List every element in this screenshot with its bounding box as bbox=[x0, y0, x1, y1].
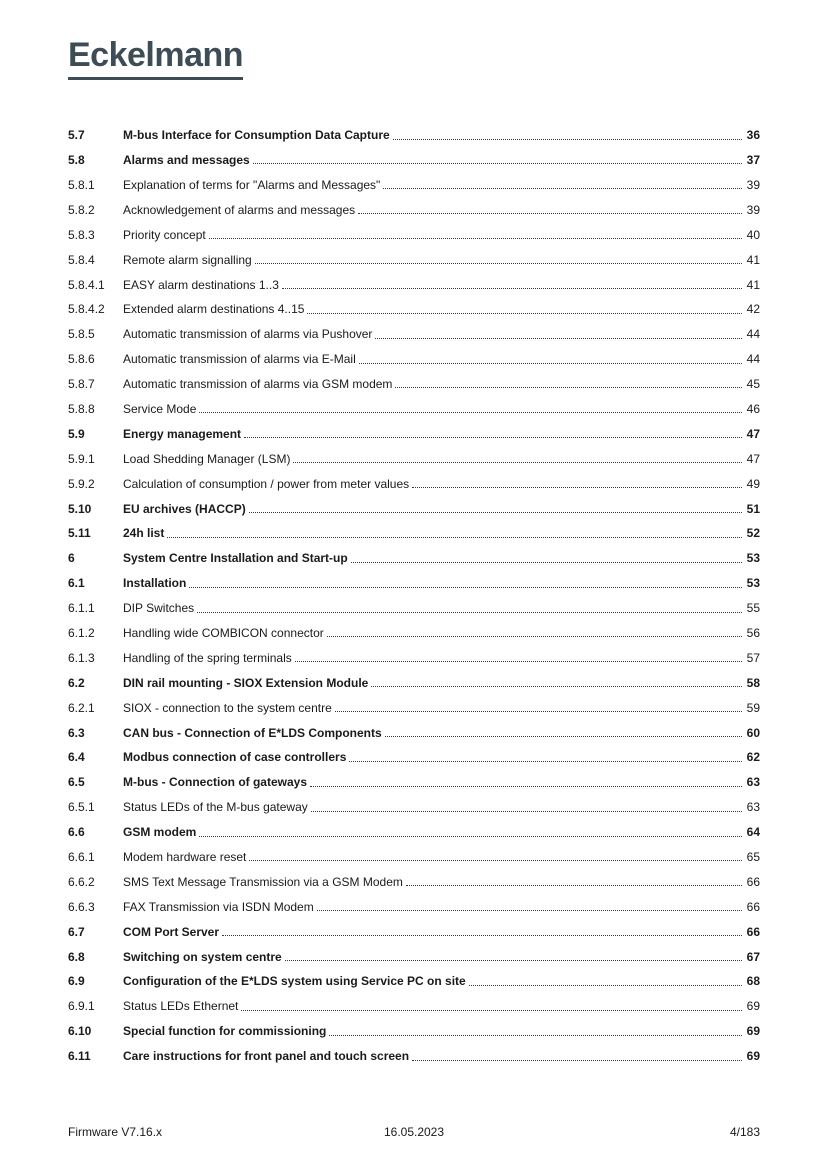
toc-entry-number: 6.8 bbox=[68, 949, 85, 964]
toc-entry-page: 39 bbox=[746, 177, 760, 192]
footer-page-number: 4/183 bbox=[729, 1125, 761, 1139]
toc-entry-page: 63 bbox=[746, 800, 760, 815]
toc-entry-title: Explanation of terms for "Alarms and Messages" bbox=[123, 177, 381, 192]
toc-leader-dots bbox=[383, 188, 742, 189]
toc-entry[interactable] bbox=[68, 541, 760, 566]
toc-entry-number: 5.11 bbox=[68, 526, 91, 541]
toc-leader-dots bbox=[197, 612, 742, 613]
toc-entry[interactable] bbox=[68, 790, 760, 815]
toc-entry-title: Special function for commissioning bbox=[123, 1024, 327, 1039]
toc-leader-dots bbox=[189, 587, 742, 588]
toc-entry-title: Configuration of the E*LDS system using Service PC on site bbox=[123, 974, 466, 989]
toc-entry-page: 65 bbox=[746, 850, 760, 865]
toc-entry-title: Alarms and messages bbox=[123, 153, 250, 168]
toc-entry-page: 69 bbox=[746, 1024, 760, 1039]
toc-entry-page: 42 bbox=[746, 302, 760, 317]
toc-leader-dots bbox=[358, 213, 742, 214]
toc-leader-dots bbox=[351, 562, 742, 563]
page-footer bbox=[68, 1125, 760, 1139]
toc-entry-title: Energy management bbox=[123, 426, 242, 441]
toc-entry-title: M-bus - Connection of gateways bbox=[123, 775, 308, 790]
toc-entry-title: Status LEDs Ethernet bbox=[123, 999, 239, 1014]
toc-entry[interactable] bbox=[68, 864, 760, 889]
toc-entry[interactable] bbox=[68, 342, 760, 367]
toc-entry-page: 66 bbox=[746, 924, 760, 939]
toc-entry[interactable] bbox=[68, 665, 760, 690]
toc-entry-title: DIP Switches bbox=[123, 601, 195, 616]
toc-leader-dots bbox=[282, 288, 742, 289]
toc-entry-title: Handling wide COMBICON connector bbox=[123, 626, 324, 640]
toc-entry-title: EASY alarm destinations 1..3 bbox=[123, 277, 279, 292]
toc-entry-number: 6.6 bbox=[68, 825, 85, 840]
toc-leader-dots bbox=[241, 1010, 742, 1011]
toc-entry-page: 39 bbox=[746, 202, 760, 217]
toc-entry-title: DIN rail mounting - SIOX Extension Module bbox=[123, 675, 369, 690]
toc-entry-title: Service Mode bbox=[123, 401, 197, 416]
toc-entry-title: Installation bbox=[123, 576, 187, 591]
toc-entry-page: 66 bbox=[746, 874, 760, 889]
toc-entry-title: Modem hardware reset bbox=[123, 850, 247, 865]
toc-leader-dots bbox=[199, 836, 742, 837]
toc-entry[interactable] bbox=[68, 143, 760, 168]
toc-entry-title: Calculation of consumption / power from meter values bbox=[123, 476, 410, 491]
toc-entry[interactable] bbox=[68, 616, 760, 641]
toc-entry-number: 6.7 bbox=[68, 924, 85, 939]
toc-entry-page: 45 bbox=[746, 377, 760, 392]
toc-leader-dots bbox=[209, 238, 742, 239]
toc-entry-title: 24h list bbox=[123, 526, 165, 541]
toc-leader-dots bbox=[349, 761, 742, 762]
toc-entry-title: Automatic transmission of alarms via GSM modem bbox=[123, 377, 393, 392]
toc-leader-dots bbox=[371, 686, 742, 687]
toc-entry-number: 5.10 bbox=[68, 501, 92, 516]
toc-entry[interactable] bbox=[68, 267, 760, 292]
toc-entry[interactable] bbox=[68, 964, 760, 989]
toc-entry[interactable] bbox=[68, 840, 760, 865]
toc-entry-number: 6.4 bbox=[68, 750, 85, 765]
toc-entry-number: 5.8.4.2 bbox=[68, 302, 105, 317]
toc-entry-title: GSM modem bbox=[123, 825, 197, 840]
toc-leader-dots bbox=[295, 661, 742, 662]
toc-entry-title: Priority concept bbox=[123, 227, 206, 242]
toc-entry-page: 51 bbox=[746, 501, 760, 516]
toc-entry-title: Extended alarm destinations 4..15 bbox=[123, 302, 305, 317]
toc-entry-page: 64 bbox=[746, 825, 760, 840]
toc-entry-page: 57 bbox=[746, 650, 760, 665]
toc-entry[interactable] bbox=[68, 516, 760, 541]
toc-entry-page: 68 bbox=[746, 974, 760, 989]
toc-entry-number: 5.8.5 bbox=[68, 327, 95, 342]
toc-entry-title: Handling of the spring terminals bbox=[123, 650, 292, 665]
toc-entry[interactable] bbox=[68, 416, 760, 441]
toc-entry-number: 5.8.4.1 bbox=[68, 277, 105, 292]
toc-leader-dots bbox=[359, 363, 742, 364]
toc-leader-dots bbox=[375, 338, 742, 339]
toc-entry-number: 5.8.2 bbox=[68, 202, 95, 217]
toc-entry-page: 62 bbox=[746, 750, 760, 765]
toc-entry-page: 47 bbox=[746, 451, 760, 466]
toc-leader-dots bbox=[244, 437, 742, 438]
toc-entry-page: 53 bbox=[746, 576, 760, 591]
toc-entry-number: 5.8 bbox=[68, 153, 85, 168]
toc-entry-number: 5.9.2 bbox=[68, 476, 95, 491]
toc-entry-page: 69 bbox=[746, 1049, 760, 1064]
toc-entry-page: 44 bbox=[746, 327, 760, 342]
toc-entry-page: 59 bbox=[746, 700, 760, 715]
toc-entry-page: 60 bbox=[746, 725, 760, 740]
toc-entry-number: 6.1.2 bbox=[68, 626, 95, 640]
toc-entry[interactable] bbox=[68, 391, 760, 416]
toc-entry-title: M-bus Interface for Consumption Data Capture bbox=[123, 128, 390, 143]
toc-entry[interactable] bbox=[68, 765, 760, 790]
toc-entry[interactable] bbox=[68, 192, 760, 217]
toc-entry-title: FAX Transmission via ISDN Modem bbox=[123, 899, 314, 914]
toc-entry[interactable] bbox=[68, 690, 760, 715]
toc-entry-number: 6.2.1 bbox=[68, 700, 95, 715]
toc-leader-dots bbox=[167, 537, 742, 538]
toc-entry[interactable] bbox=[68, 591, 760, 616]
company-logo: Eckelmann bbox=[68, 38, 243, 80]
toc-entry-number: 5.8.7 bbox=[68, 377, 95, 392]
toc-entry-page: 58 bbox=[746, 675, 760, 690]
toc-leader-dots bbox=[329, 1035, 742, 1036]
toc-leader-dots bbox=[293, 462, 742, 463]
toc-entry[interactable] bbox=[68, 466, 760, 491]
toc-entry[interactable] bbox=[68, 1039, 760, 1064]
toc-entry[interactable] bbox=[68, 889, 760, 914]
toc-entry-page: 47 bbox=[746, 426, 760, 441]
toc-entry-page: 46 bbox=[746, 401, 760, 416]
toc-entry-number: 6.6.1 bbox=[68, 850, 95, 865]
toc-entry-number: 6.11 bbox=[68, 1049, 91, 1064]
toc-entry-page: 69 bbox=[746, 999, 760, 1014]
toc-entry[interactable] bbox=[68, 939, 760, 964]
toc-entry[interactable] bbox=[68, 914, 760, 939]
toc-leader-dots bbox=[395, 387, 742, 388]
toc-entry[interactable] bbox=[68, 815, 760, 840]
toc-entry-page: 66 bbox=[746, 899, 760, 914]
toc-entry-number: 5.8.3 bbox=[68, 227, 95, 242]
toc-leader-dots bbox=[385, 736, 742, 737]
toc-entry-page: 40 bbox=[746, 227, 760, 242]
toc-entry-number: 5.8.1 bbox=[68, 177, 95, 192]
toc-entry-number: 6.6.2 bbox=[68, 874, 95, 889]
toc-entry-page: 52 bbox=[746, 526, 760, 541]
toc-entry-title: Care instructions for front panel and touch screen bbox=[123, 1049, 410, 1064]
toc-entry-page: 44 bbox=[746, 352, 760, 367]
toc-entry-title: Automatic transmission of alarms via E-Mail bbox=[123, 352, 356, 367]
toc-entry-title: Remote alarm signalling bbox=[123, 252, 252, 267]
toc-entry[interactable] bbox=[68, 441, 760, 466]
toc-entry[interactable] bbox=[68, 317, 760, 342]
toc-leader-dots bbox=[327, 636, 742, 637]
toc-entry-title: Acknowledgement of alarms and messages bbox=[123, 202, 356, 217]
toc-entry-page: 56 bbox=[746, 626, 760, 640]
toc-leader-dots bbox=[317, 910, 742, 911]
toc-leader-dots bbox=[222, 935, 742, 936]
toc-leader-dots bbox=[249, 512, 742, 513]
toc-leader-dots bbox=[253, 163, 742, 164]
toc-entry-title: Status LEDs of the M-bus gateway bbox=[123, 800, 308, 815]
toc-leader-dots bbox=[412, 1060, 742, 1061]
toc-entry[interactable] bbox=[68, 715, 760, 740]
toc-entry-number: 6.2 bbox=[68, 675, 85, 690]
toc-entry-number: 6.6.3 bbox=[68, 899, 95, 914]
toc-entry-title: System Centre Installation and Start-up bbox=[123, 551, 348, 566]
toc-entry-title: Load Shedding Manager (LSM) bbox=[123, 451, 291, 466]
toc-entry-title: SIOX - connection to the system centre bbox=[123, 700, 332, 715]
toc-entry-number: 5.8.8 bbox=[68, 401, 95, 416]
toc-entry[interactable] bbox=[68, 167, 760, 192]
toc-entry-number: 6 bbox=[68, 551, 75, 566]
toc-entry-number: 6.5 bbox=[68, 775, 85, 790]
toc-entry-number: 6.9 bbox=[68, 974, 85, 989]
toc-leader-dots bbox=[469, 985, 742, 986]
toc-entry-number: 5.8.4 bbox=[68, 252, 95, 267]
toc-entry-page: 49 bbox=[746, 476, 760, 491]
toc-entry[interactable] bbox=[68, 740, 760, 765]
toc-entry-number: 5.7 bbox=[68, 128, 85, 143]
toc-entry-title: Automatic transmission of alarms via Pushover bbox=[123, 327, 373, 342]
toc-leader-dots bbox=[249, 860, 742, 861]
toc-entry-title: CAN bus - Connection of E*LDS Components bbox=[123, 725, 382, 740]
footer-date: 16.05.2023 bbox=[383, 1125, 445, 1139]
toc-entry-page: 36 bbox=[746, 128, 760, 143]
toc-leader-dots bbox=[310, 786, 742, 787]
toc-entry[interactable] bbox=[68, 217, 760, 242]
toc-entry[interactable] bbox=[68, 367, 760, 392]
toc-leader-dots bbox=[255, 263, 742, 264]
toc-entry-title: Switching on system centre bbox=[123, 949, 282, 964]
toc-leader-dots bbox=[335, 711, 742, 712]
toc-entry-page: 41 bbox=[746, 277, 760, 292]
toc-list bbox=[68, 118, 760, 1064]
toc-leader-dots bbox=[406, 885, 742, 886]
toc-leader-dots bbox=[412, 487, 742, 488]
toc-entry-number: 6.1 bbox=[68, 576, 85, 591]
toc-entry-page: 53 bbox=[746, 551, 760, 566]
toc-entry[interactable] bbox=[68, 118, 760, 143]
toc-entry[interactable] bbox=[68, 640, 760, 665]
toc-leader-dots bbox=[285, 960, 742, 961]
toc-entry-title: Modbus connection of case controllers bbox=[123, 750, 347, 765]
toc-leader-dots bbox=[307, 313, 742, 314]
toc-entry[interactable] bbox=[68, 242, 760, 267]
toc-entry-number: 6.10 bbox=[68, 1024, 92, 1039]
toc-entry-title: SMS Text Message Transmission via a GSM Modem bbox=[123, 874, 403, 889]
toc-entry-page: 67 bbox=[746, 949, 760, 964]
toc-entry-number: 5.8.6 bbox=[68, 352, 95, 367]
toc-entry[interactable] bbox=[68, 491, 760, 516]
toc-entry-number: 6.3 bbox=[68, 725, 85, 740]
toc-entry-title: COM Port Server bbox=[123, 924, 220, 939]
footer-firmware-version: Firmware V7.16.x bbox=[68, 1125, 163, 1139]
toc-entry-number: 6.9.1 bbox=[68, 999, 95, 1014]
toc-leader-dots bbox=[199, 412, 742, 413]
toc-entry[interactable] bbox=[68, 989, 760, 1014]
toc-entry-number: 6.1.1 bbox=[68, 601, 95, 616]
toc-entry-title: EU archives (HACCP) bbox=[123, 501, 246, 516]
toc-entry-number: 5.9.1 bbox=[68, 451, 95, 466]
toc-entry-number: 6.1.3 bbox=[68, 650, 95, 665]
toc-entry-number: 6.5.1 bbox=[68, 800, 95, 815]
toc-entry[interactable] bbox=[68, 292, 760, 317]
toc-entry-page: 55 bbox=[746, 601, 760, 616]
toc-leader-dots bbox=[311, 811, 742, 812]
toc-entry[interactable] bbox=[68, 1014, 760, 1039]
toc-entry-page: 41 bbox=[746, 252, 760, 267]
toc-entry-page: 37 bbox=[746, 153, 760, 168]
toc-entry-number: 5.9 bbox=[68, 426, 85, 441]
toc-entry-page: 63 bbox=[746, 775, 760, 790]
toc-leader-dots bbox=[393, 139, 742, 140]
toc-entry[interactable] bbox=[68, 566, 760, 591]
